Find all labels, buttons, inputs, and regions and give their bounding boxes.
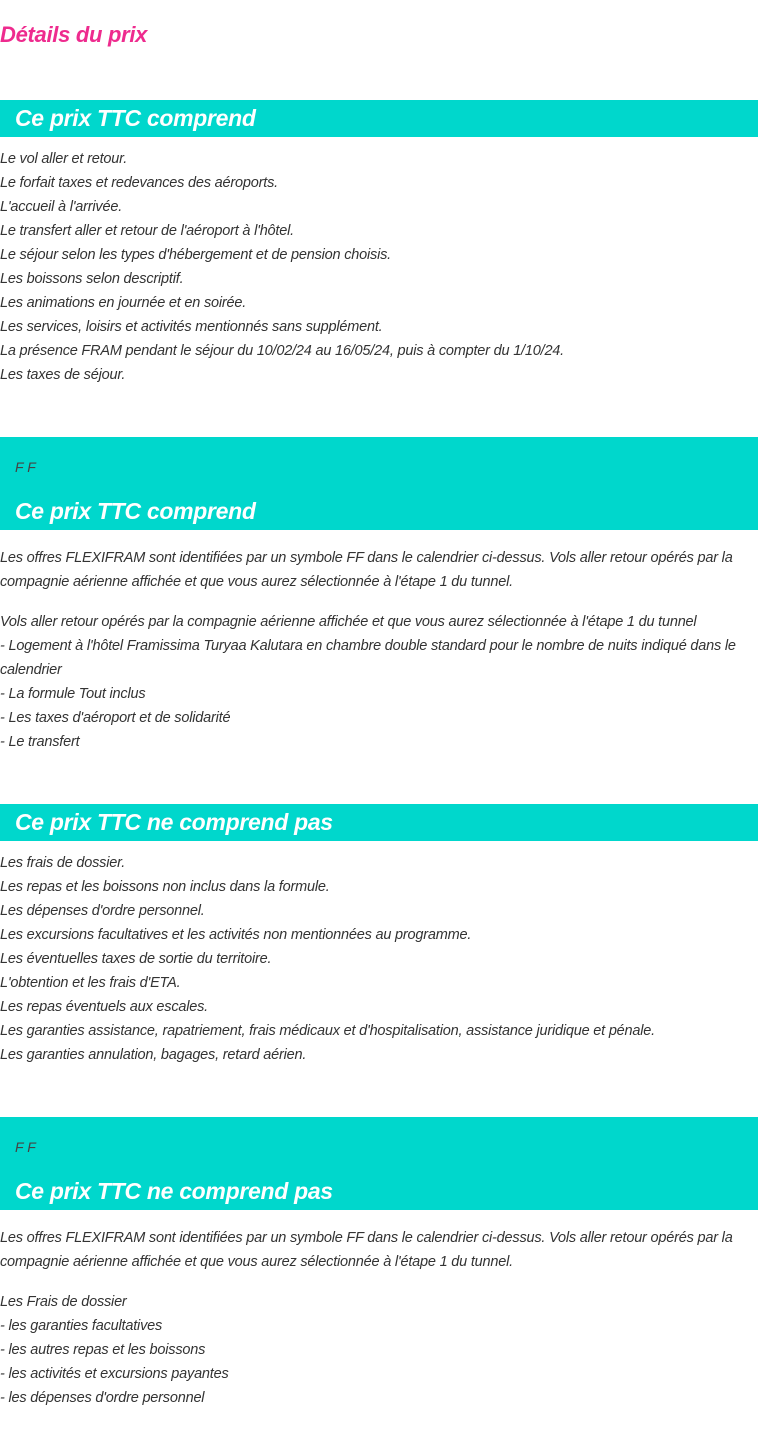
list-item: Les garanties annulation, bagages, retard aérien. <box>0 1047 307 1063</box>
list-item: L'accueil à l'arrivée. <box>0 199 123 215</box>
ff-included-banner <box>0 437 758 530</box>
ff-included-lines <box>0 610 756 754</box>
list-item: - les dépenses d'ordre personnel <box>0 1390 205 1406</box>
list-item: Les frais de dossier. <box>0 855 126 871</box>
ff-badge: F F <box>15 459 36 475</box>
not-included-heading: Ce prix TTC ne comprend pas <box>15 809 333 835</box>
list-item: Les repas et les boissons non inclus dans la formule. <box>0 879 330 895</box>
list-item: Les repas éventuels aux escales. <box>0 999 209 1015</box>
list-item: Les excursions facultatives et les activités non mentionnées au programme. <box>0 927 472 943</box>
ff-not-included-banner <box>0 1117 758 1210</box>
ff-included-intro: Les offres FLEXIFRAM sont identifiées par un symbole FF dans le calendrier ci-dessus. Vols aller retour opérés par la compagnie aérienne affichée et que vous aurez sélectionnée à l'étape 1 du tunnel. <box>0 550 733 590</box>
list-item: Les taxes de séjour. <box>0 367 126 383</box>
list-item: Les Frais de dossier <box>0 1294 127 1310</box>
list-item: Les garanties assistance, rapatriement, frais médicaux et d'hospitalisation, assistance juridique et pénale. <box>0 1023 655 1039</box>
list-item: Les dépenses d'ordre personnel. <box>0 903 205 919</box>
list-item: Le forfait taxes et redevances des aéroports. <box>0 175 278 191</box>
list-item: Le transfert aller et retour de l'aéroport à l'hôtel. <box>0 223 294 239</box>
list-item: L'obtention et les frais d'ETA. <box>0 975 181 991</box>
ff-badge: F F <box>15 1139 36 1155</box>
not-included-list <box>0 851 758 1067</box>
list-item: - les activités et excursions payantes <box>0 1366 229 1382</box>
ff-not-included-lines <box>0 1290 756 1410</box>
page-title: Détails du prix <box>0 22 148 47</box>
list-item: - Logement à l'hôtel Framissima Turyaa Kalutara en chambre double standard pour le nombre de nuits indiqué dans le calendrier <box>0 638 736 678</box>
included-list <box>0 147 758 387</box>
included-banner <box>0 100 758 137</box>
list-item: Les animations en journée et en soirée. <box>0 295 247 311</box>
ff-included-heading: Ce prix TTC comprend <box>15 498 256 524</box>
not-included-banner <box>0 804 758 841</box>
list-item: - les autres repas et les boissons <box>0 1342 206 1358</box>
list-item: Les services, loisirs et activités mentionnés sans supplément. <box>0 319 383 335</box>
list-item: Vols aller retour opérés par la compagnie aérienne affichée et que vous aurez sélectionnée à l'étape 1 du tunnel <box>0 614 697 630</box>
list-item: La présence FRAM pendant le séjour du 10/02/24 au 16/05/24, puis à compter du 1/10/24. <box>0 343 564 359</box>
list-item: Le séjour selon les types d'hébergement et de pension choisis. <box>0 247 391 263</box>
ff-not-included-heading: Ce prix TTC ne comprend pas <box>15 1178 333 1204</box>
included-heading: Ce prix TTC comprend <box>15 105 256 131</box>
list-item: - Le transfert <box>0 734 80 750</box>
list-item: - Les taxes d'aéroport et de solidarité <box>0 710 231 726</box>
list-item: Le vol aller et retour. <box>0 151 128 167</box>
list-item: - les garanties facultatives <box>0 1318 163 1334</box>
list-item: - La formule Tout inclus <box>0 686 146 702</box>
ff-not-included-intro: Les offres FLEXIFRAM sont identifiées par un symbole FF dans le calendrier ci-dessus. Vols aller retour opérés par la compagnie aérienne affichée et que vous aurez sélectionnée à l'étape 1 du tunnel. <box>0 1230 733 1270</box>
list-item: Les boissons selon descriptif. <box>0 271 184 287</box>
list-item: Les éventuelles taxes de sortie du territoire. <box>0 951 272 967</box>
